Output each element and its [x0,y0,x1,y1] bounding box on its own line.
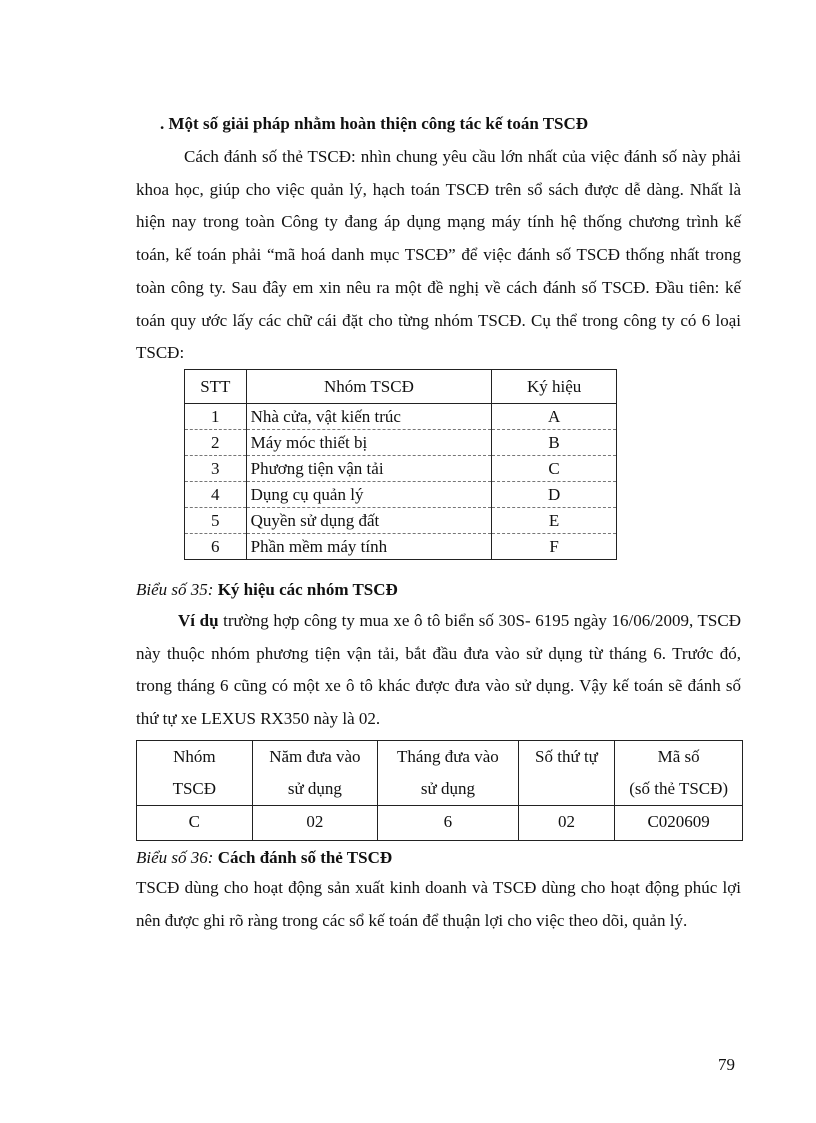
header-line: Số thứ tự [535,747,598,766]
paragraph-usage: TSCĐ dùng cho hoạt động sản xuất kinh doanh và TSCĐ dùng cho hoạt động phúc lợi nên được ghi rõ ràng trong các sổ kế toán để thuận lợi cho việc theo dõi, quản lý. [136,878,741,930]
caption-title: Ký hiệu các nhóm TSCĐ [217,580,398,599]
cell-stt: 5 [185,508,247,534]
cell-stt: 1 [185,404,247,430]
header-symbol: Ký hiệu [492,370,617,404]
paragraph-example [136,605,741,736]
table-row [185,508,617,534]
cell-stt: 4 [185,482,247,508]
header-line: sử dụng [420,779,475,798]
cell-symbol: E [492,508,617,534]
cell-group: Nhà cửa, vật kiến trúc [246,404,492,430]
example-lead: Ví dụ [178,611,219,630]
header-stt: STT [185,370,247,404]
header-code [615,741,743,806]
header-month [378,741,519,806]
table-caption-36 [136,848,392,868]
cell-group: C [137,806,253,841]
table-row [137,806,743,841]
section-heading: . Một số giải pháp nhằm hoàn thiện công tác kế toán TSCĐ [160,114,589,133]
cell-stt: 3 [185,456,247,482]
cell-code: C020609 [615,806,743,841]
cell-stt: 6 [185,534,247,560]
table-header-row [137,741,743,806]
caption-label: Biểu số 36: [136,848,214,867]
cell-symbol: C [492,456,617,482]
table-row [185,456,617,482]
header-line: TSCĐ [172,779,217,798]
header-group [137,741,253,806]
header-line: Năm đưa vào [269,747,361,766]
header-line: sử dụng [287,779,342,798]
cell-stt: 2 [185,430,247,456]
paragraph-card-numbering: Cách đánh số thẻ TSCĐ: nhìn chung yêu cầu lớn nhất của việc đánh số này phải khoa học, giúp cho việc quản lý, hạch toán TSCĐ trên sổ sách được dễ dàng. Nhất là hiện nay trong toàn Công ty đang áp dụng mạng máy tính hệ thống chương trình kế toán, kế toán phải “mã hoá danh mục TSCĐ” để việc đánh số TSCĐ thống nhất trong toàn công ty. Sau đây em xin nêu ra một đề nghị về cách đánh số TSCĐ. Đầu tiên: kế toán quy ước lấy các chữ cái đặt cho từng nhóm TSCĐ. Cụ thể trong công ty có 6 loại TSCĐ: [136,147,741,363]
caption-title: Cách đánh số thẻ TSCĐ [217,848,393,867]
example-text: trường hợp công ty mua xe ô tô biển số 30S- 6195 ngày 16/06/2009, TSCĐ này thuộc nhóm phương tiện vận tải, bắt đầu đưa vào sử dụng từ tháng 6. Trước đó, trong tháng 6 cũng có một xe ô tô khác được đưa vào sử dụng. Vậy kế toán sẽ đánh số thứ tự xe LEXUS RX350 này là 02. [136,611,741,729]
cell-group: Dụng cụ quản lý [246,482,492,508]
header-year [252,741,378,806]
table-row [185,404,617,430]
cell-symbol: F [492,534,617,560]
table-header-row [185,370,617,404]
caption-label: Biểu số 35: [136,580,214,599]
cell-sequence: 02 [518,806,615,841]
cell-group: Quyền sử dụng đất [246,508,492,534]
header-line: Mã số [657,747,700,766]
cell-symbol: B [492,430,617,456]
cell-symbol: D [492,482,617,508]
table-row [185,482,617,508]
page-number: 79 [718,1055,735,1074]
cell-group: Phương tiện vận tải [246,456,492,482]
header-line: Nhóm [173,747,216,766]
header-line: (số thẻ TSCĐ) [629,779,729,798]
header-sequence [518,741,615,806]
header-line: Tháng đưa vào [397,747,499,766]
asset-group-table [184,369,617,560]
table-row [185,430,617,456]
cell-month: 6 [378,806,519,841]
cell-group: Phần mềm máy tính [246,534,492,560]
card-code-table [136,740,743,841]
table-row [185,534,617,560]
header-group: Nhóm TSCĐ [246,370,492,404]
cell-group: Máy móc thiết bị [246,430,492,456]
cell-year: 02 [252,806,378,841]
cell-symbol: A [492,404,617,430]
table-caption-35 [136,580,398,600]
